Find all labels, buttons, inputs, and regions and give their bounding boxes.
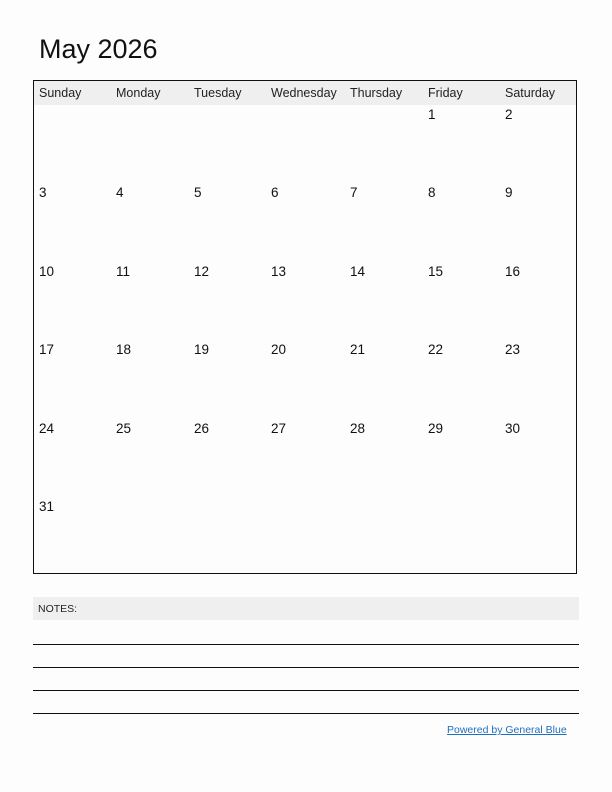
notes-line (33, 644, 579, 645)
date-cell: 21 (350, 342, 366, 357)
weekday-sunday: Sunday (39, 86, 82, 100)
notes-line (33, 667, 579, 668)
weekday-header-row (34, 81, 576, 105)
date-cell: 29 (428, 421, 444, 436)
notes-label: NOTES: (38, 603, 78, 615)
date-cell: 7 (350, 185, 358, 200)
date-cell: 20 (271, 342, 287, 357)
weekday-tuesday: Tuesday (194, 86, 242, 100)
date-cell: 22 (428, 342, 444, 357)
date-cell: 12 (194, 264, 210, 279)
date-cell: 25 (116, 421, 132, 436)
date-cell: 1 (428, 107, 436, 122)
date-cell: 24 (39, 421, 55, 436)
date-cell: 11 (116, 264, 131, 279)
date-cell: 5 (194, 185, 202, 200)
date-cell: 31 (39, 499, 55, 514)
date-cell: 19 (194, 342, 210, 357)
notes-line (33, 690, 579, 691)
date-cell: 8 (428, 185, 436, 200)
powered-by-link[interactable]: Powered by General Blue (447, 724, 567, 736)
weekday-saturday: Saturday (505, 86, 556, 100)
calendar-grid (33, 80, 577, 574)
date-cell: 2 (505, 107, 513, 122)
date-cell: 18 (116, 342, 132, 357)
date-cell: 14 (350, 264, 366, 279)
date-cell: 6 (271, 185, 279, 200)
weekday-thursday: Thursday (350, 86, 403, 100)
notes-line (33, 713, 579, 714)
date-cell: 23 (505, 342, 521, 357)
date-cell: 27 (271, 421, 287, 436)
weekday-friday: Friday (428, 86, 463, 100)
date-cell: 10 (39, 264, 55, 279)
page-title: May 2026 (39, 34, 158, 64)
date-cell: 30 (505, 421, 521, 436)
weekday-wednesday: Wednesday (271, 86, 337, 100)
date-cell: 13 (271, 264, 287, 279)
date-cell: 9 (505, 185, 513, 200)
notes-header (33, 597, 579, 620)
date-cell: 16 (505, 264, 521, 279)
date-cell: 28 (350, 421, 366, 436)
weekday-monday: Monday (116, 86, 161, 100)
date-cell: 26 (194, 421, 210, 436)
date-cell: 15 (428, 264, 444, 279)
date-cell: 3 (39, 185, 47, 200)
date-cell: 4 (116, 185, 124, 200)
date-cell: 17 (39, 342, 55, 357)
